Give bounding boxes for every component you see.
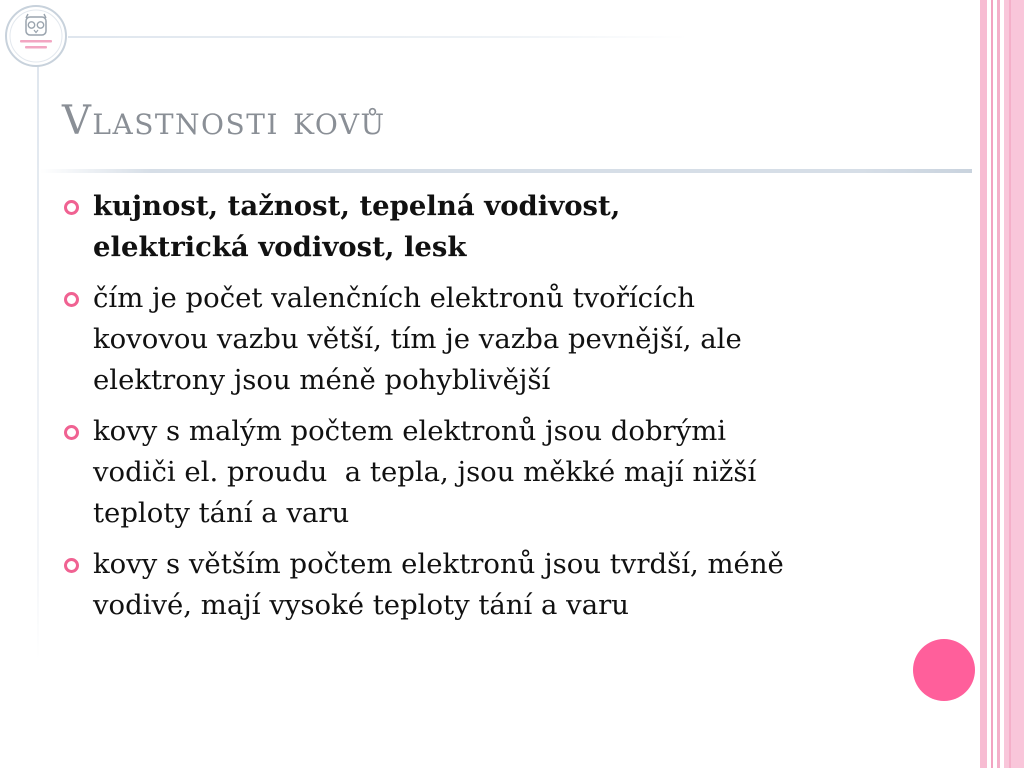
bullet-text-line: čím je počet valenčních elektronů tvořících bbox=[93, 282, 695, 314]
bullet-text-line: kovovou vazbu větší, tím je vazba pevnější, ale bbox=[93, 323, 742, 355]
bullet-text-line: kovy s malým počtem elektronů jsou dobrými bbox=[93, 415, 727, 447]
decor-stripe bbox=[980, 0, 987, 768]
frame-line-left bbox=[37, 60, 39, 660]
bullet-text-line: teploty tání a varu bbox=[93, 497, 350, 529]
bullet-marker-icon bbox=[64, 292, 79, 307]
decor-stripe bbox=[1004, 0, 1024, 768]
decor-stripe bbox=[991, 0, 993, 768]
bullet-item bbox=[62, 186, 882, 268]
bullet-text-line: kovy s větším počtem elektronů jsou tvrdší, méně bbox=[93, 548, 784, 580]
title-underline bbox=[40, 169, 972, 173]
bullet-text-line: elektrony jsou méně pohyblivější bbox=[93, 364, 551, 396]
bullet-text-line: vodivé, mají vysoké teploty tání a varu bbox=[93, 589, 629, 621]
bullet-marker-icon bbox=[64, 558, 79, 573]
slide-title: Vlastnosti kovů bbox=[62, 98, 386, 144]
bullet-item bbox=[62, 278, 882, 401]
bullet-text-line: vodiči el. proudu a tepla, jsou měkké mají nižší bbox=[93, 456, 757, 488]
decor-stripe bbox=[1009, 0, 1011, 768]
frame-line-top bbox=[68, 36, 688, 38]
bullet-marker-icon bbox=[64, 200, 79, 215]
school-emblem-logo bbox=[4, 4, 68, 68]
bullet-text-line: kujnost, tažnost, tepelná vodivost, bbox=[93, 190, 621, 222]
bullet-marker-icon bbox=[64, 425, 79, 440]
bullet-text-line: elektrická vodivost, lesk bbox=[93, 231, 467, 263]
bullet-item bbox=[62, 544, 882, 626]
bullet-list bbox=[62, 186, 882, 636]
decor-stripe bbox=[997, 0, 1000, 768]
accent-circle bbox=[913, 639, 975, 701]
bullet-item bbox=[62, 411, 882, 534]
